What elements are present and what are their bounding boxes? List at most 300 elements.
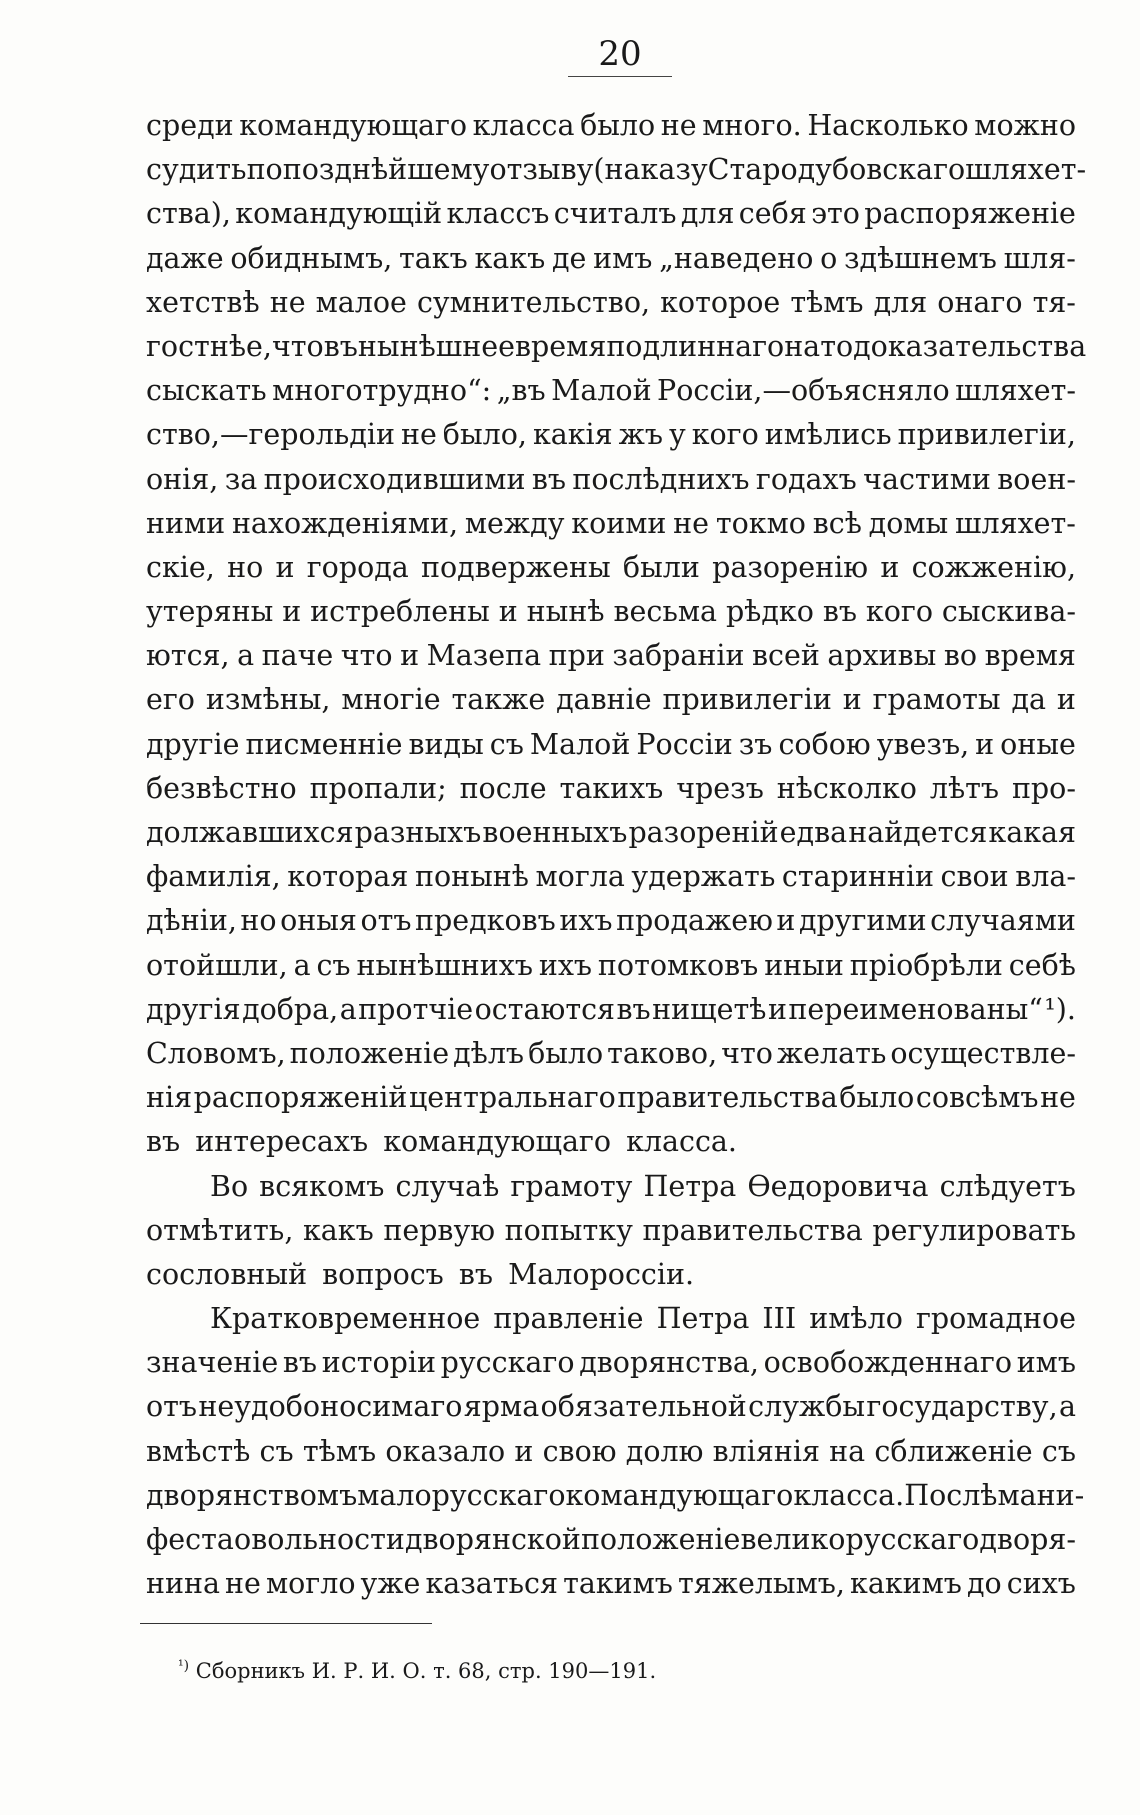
word: и bbox=[1056, 683, 1076, 717]
word: воен- bbox=[997, 462, 1076, 496]
word: командующаго bbox=[239, 109, 468, 142]
word: продажею bbox=[616, 904, 773, 938]
word: малорусскаго bbox=[357, 1478, 566, 1512]
word: всякомъ bbox=[259, 1169, 385, 1203]
word: другими bbox=[798, 904, 927, 938]
word: что bbox=[721, 1036, 773, 1070]
word: ются, bbox=[146, 639, 230, 673]
word: подвержены bbox=[421, 550, 611, 584]
word: тѣмъ bbox=[790, 285, 864, 319]
word: за bbox=[224, 462, 258, 496]
word: вольности bbox=[251, 1523, 405, 1556]
text-line bbox=[146, 811, 1076, 855]
word: Мазепа bbox=[426, 639, 542, 673]
word: про- bbox=[1011, 771, 1076, 805]
text-line bbox=[146, 1430, 1076, 1474]
text-line bbox=[146, 634, 1076, 678]
word: по bbox=[246, 153, 283, 187]
word: свои bbox=[940, 860, 1009, 894]
word: въ bbox=[616, 992, 651, 1026]
word: могло bbox=[265, 1567, 356, 1601]
text-line bbox=[146, 723, 1076, 767]
word: командующаго bbox=[565, 1478, 794, 1512]
word: нынѣ bbox=[526, 595, 605, 629]
word: было bbox=[528, 1036, 604, 1070]
word: гостнѣе, bbox=[146, 329, 272, 363]
word: исторіи bbox=[321, 1346, 436, 1380]
word: и bbox=[842, 683, 862, 717]
text-line bbox=[146, 988, 1076, 1032]
word: происходившими bbox=[263, 462, 526, 496]
word: позднѣйшему bbox=[282, 153, 490, 187]
word: должавшихся bbox=[146, 816, 354, 849]
word: центральнаго bbox=[408, 1081, 616, 1115]
word: собою bbox=[778, 727, 871, 761]
footnote-rule bbox=[140, 1623, 432, 1624]
word: привилегіи, bbox=[897, 418, 1076, 452]
word: отъ bbox=[146, 1390, 198, 1424]
word: съ bbox=[1041, 1434, 1076, 1468]
word: мани- bbox=[997, 1478, 1085, 1512]
word: всей bbox=[751, 639, 820, 673]
word: кого bbox=[865, 595, 933, 629]
word: громадное bbox=[915, 1302, 1076, 1336]
text-line bbox=[146, 1032, 1076, 1076]
text-line bbox=[146, 546, 1076, 590]
word: дворянства, bbox=[579, 1346, 759, 1380]
word: скіе, bbox=[146, 550, 215, 584]
word: могла bbox=[535, 860, 625, 894]
word: о bbox=[233, 1523, 252, 1556]
word: и bbox=[767, 992, 787, 1026]
word: дворянской bbox=[404, 1523, 581, 1556]
word: распоряженіе bbox=[864, 197, 1076, 231]
text-line bbox=[146, 1474, 1085, 1518]
word: Россіи,—объясняло bbox=[657, 374, 950, 408]
word: ства), bbox=[146, 197, 231, 231]
text-line bbox=[146, 590, 1076, 634]
text-line bbox=[146, 1209, 1076, 1253]
word: такъ bbox=[399, 241, 468, 275]
page-number-rule bbox=[568, 76, 672, 77]
word: имъ bbox=[1016, 1346, 1076, 1380]
word: здѣшнемъ bbox=[844, 241, 997, 275]
word: на bbox=[829, 1434, 866, 1468]
word: случаѣ bbox=[395, 1169, 500, 1203]
word: въ bbox=[282, 1346, 318, 1380]
word: государству, bbox=[866, 1390, 1058, 1424]
word: де bbox=[551, 241, 587, 275]
word: шляхет- bbox=[965, 153, 1087, 187]
word: другіе bbox=[146, 727, 240, 761]
word: отойшли, bbox=[146, 948, 288, 982]
word: о bbox=[820, 241, 838, 275]
word: среди bbox=[146, 109, 234, 142]
word: много. bbox=[702, 109, 802, 142]
word: то bbox=[820, 329, 854, 363]
word: тя- bbox=[1032, 285, 1076, 319]
word: сыскать bbox=[146, 374, 267, 408]
word: себя bbox=[738, 197, 807, 231]
word: для bbox=[680, 197, 735, 231]
word: добра, bbox=[242, 992, 339, 1026]
word: токмо bbox=[715, 506, 806, 540]
word: ство,—герольдіи bbox=[146, 418, 395, 452]
word: и bbox=[275, 550, 295, 584]
word: переименованы“ bbox=[788, 992, 1043, 1026]
word: сыскива- bbox=[941, 595, 1076, 629]
word: какія bbox=[532, 418, 613, 452]
word: разныхъ bbox=[354, 816, 482, 849]
word: виды bbox=[408, 727, 484, 761]
word: но bbox=[240, 904, 277, 938]
word: онія, bbox=[146, 462, 219, 496]
word: другія bbox=[146, 992, 241, 1026]
word: понынѣ bbox=[414, 860, 529, 894]
text-line: сословный вопросъ въ Малороссіи. bbox=[146, 1257, 695, 1291]
word: фамилія, bbox=[146, 860, 281, 894]
word: нахожденіями, bbox=[231, 506, 459, 540]
word: класса. bbox=[793, 1478, 905, 1512]
text-line bbox=[146, 678, 1076, 722]
word: которое bbox=[660, 285, 781, 319]
word: положеніе bbox=[289, 1036, 450, 1070]
word: Насколько bbox=[807, 109, 969, 142]
word: сумнительство, bbox=[416, 285, 651, 319]
word: вмѣстѣ bbox=[146, 1434, 251, 1468]
word: военныхъ bbox=[482, 816, 628, 849]
text-line bbox=[146, 458, 1076, 502]
word: тѣмъ bbox=[302, 1434, 377, 1468]
word: а bbox=[293, 948, 311, 982]
word: и bbox=[880, 550, 900, 584]
word: нынѣшнее bbox=[357, 329, 515, 363]
word: освобожденнаго bbox=[763, 1346, 1013, 1380]
word: ярма bbox=[463, 1390, 540, 1424]
word: съ bbox=[259, 1434, 294, 1468]
word: первую bbox=[383, 1213, 496, 1247]
word: а bbox=[339, 992, 357, 1026]
word: въ bbox=[531, 462, 567, 496]
text-line bbox=[146, 899, 1076, 943]
word: рѣдко bbox=[725, 595, 814, 629]
word: грамоту bbox=[510, 1169, 633, 1203]
word: Петра bbox=[643, 1169, 737, 1203]
word: пропали; bbox=[309, 771, 447, 805]
word: предковъ bbox=[415, 904, 556, 938]
word: кого bbox=[691, 418, 759, 452]
text-line bbox=[146, 1076, 1076, 1120]
word: Во bbox=[210, 1169, 249, 1203]
word: дѣлъ bbox=[453, 1036, 525, 1070]
word: отмѣтить, bbox=[146, 1213, 294, 1247]
word: измѣны, bbox=[205, 683, 331, 717]
word: такихъ bbox=[559, 771, 664, 805]
text-line bbox=[146, 325, 1087, 369]
word: Малой bbox=[551, 374, 652, 408]
word: значеніе bbox=[146, 1346, 279, 1380]
word: въ bbox=[822, 595, 857, 629]
text-line bbox=[146, 281, 1076, 325]
word: которая bbox=[287, 860, 409, 894]
word: было bbox=[839, 1081, 915, 1115]
word: Послѣ bbox=[904, 1478, 998, 1512]
word: шляхет- bbox=[955, 374, 1076, 408]
word: доказательства bbox=[853, 329, 1087, 363]
word: было, bbox=[442, 418, 527, 452]
word: едва bbox=[779, 816, 848, 849]
word: удержать bbox=[631, 860, 776, 894]
word: у bbox=[668, 418, 686, 452]
word: годахъ bbox=[755, 462, 857, 496]
word: при bbox=[548, 639, 605, 673]
text-line: въ интересахъ командующаго класса. bbox=[146, 1125, 737, 1159]
text-line bbox=[146, 855, 1076, 899]
word: потомковъ bbox=[597, 948, 759, 982]
word: въ bbox=[323, 329, 358, 363]
word: во bbox=[943, 639, 978, 673]
word: и bbox=[498, 595, 518, 629]
word: пріобрѣли bbox=[849, 948, 1003, 982]
text-line bbox=[146, 192, 1076, 236]
word: неудобоносимаго bbox=[198, 1390, 463, 1424]
word: частими bbox=[863, 462, 991, 496]
word: истреблены bbox=[310, 595, 490, 629]
word: имъ bbox=[593, 241, 653, 275]
text-line bbox=[146, 502, 1076, 546]
word: не bbox=[400, 418, 437, 452]
word: себѣ bbox=[1008, 948, 1076, 982]
word: оные bbox=[1000, 727, 1076, 761]
word: Ѳедоровича bbox=[747, 1169, 929, 1203]
word: сожженію, bbox=[911, 550, 1076, 584]
word: его bbox=[146, 683, 195, 717]
word: положеніе bbox=[580, 1523, 741, 1556]
word: Стародубовскаго bbox=[707, 153, 966, 187]
word: службы bbox=[748, 1390, 866, 1424]
word: правительства bbox=[642, 1213, 863, 1247]
word: дворянствомъ bbox=[146, 1478, 358, 1512]
word: время bbox=[515, 329, 607, 363]
word: а bbox=[1059, 1390, 1076, 1424]
word: отзыву bbox=[489, 153, 594, 187]
word: зъ bbox=[738, 727, 773, 761]
word: на bbox=[784, 329, 821, 363]
word: обиднымъ, bbox=[230, 241, 393, 275]
body-text bbox=[146, 104, 1087, 1606]
word: разореній bbox=[628, 816, 779, 849]
word: и bbox=[776, 904, 796, 938]
word: забраніи bbox=[612, 639, 745, 673]
word: коими bbox=[571, 506, 667, 540]
word: какъ bbox=[302, 1213, 374, 1247]
word: также bbox=[451, 683, 546, 717]
word: нищетѣ bbox=[652, 992, 767, 1026]
word: такимъ bbox=[563, 1567, 673, 1601]
word: регулировать bbox=[872, 1213, 1076, 1247]
footnote bbox=[178, 1650, 656, 1687]
word: да bbox=[1011, 683, 1046, 717]
word: протчіе bbox=[358, 992, 474, 1026]
word: правленіе bbox=[493, 1302, 644, 1336]
word: Кратковременное bbox=[210, 1302, 481, 1336]
word: что bbox=[271, 329, 324, 363]
word: Словомъ, bbox=[146, 1036, 286, 1070]
word: осуществле- bbox=[890, 1036, 1076, 1070]
word: распоряженій bbox=[193, 1081, 408, 1115]
word: после bbox=[459, 771, 547, 805]
word: дворя- bbox=[979, 1523, 1076, 1556]
text-line bbox=[146, 1385, 1076, 1429]
word: малое bbox=[315, 285, 407, 319]
word: судить bbox=[146, 153, 247, 187]
page-number: 20 bbox=[598, 34, 642, 74]
word: чрезъ bbox=[676, 771, 764, 805]
word: были bbox=[622, 550, 700, 584]
word: таково, bbox=[607, 1036, 718, 1070]
word: нынѣшнихъ bbox=[356, 948, 533, 982]
word: но bbox=[227, 550, 264, 584]
word: казаться bbox=[425, 1567, 559, 1601]
word: шля- bbox=[1003, 241, 1076, 275]
text-line bbox=[146, 767, 1076, 811]
word: дѣніи, bbox=[146, 904, 237, 938]
word: класса bbox=[472, 109, 575, 142]
word: хетствѣ bbox=[146, 285, 260, 319]
word: до bbox=[966, 1567, 1002, 1601]
footnote-marker: ¹) bbox=[178, 1658, 190, 1674]
word: города bbox=[306, 550, 409, 584]
word: съ bbox=[489, 727, 524, 761]
word: совсѣмъ bbox=[915, 1081, 1039, 1115]
word: оныя bbox=[280, 904, 357, 938]
word: нѣсколко bbox=[776, 771, 917, 805]
word: всѣ bbox=[812, 506, 862, 540]
word: правительства bbox=[617, 1081, 838, 1115]
word: домы bbox=[868, 506, 949, 540]
word: грамоты bbox=[872, 683, 1001, 717]
text-line bbox=[146, 1518, 1076, 1562]
word: ихъ bbox=[538, 948, 593, 982]
word: долю bbox=[625, 1434, 704, 1468]
word: русскаго bbox=[440, 1346, 575, 1380]
word: увезъ, bbox=[876, 727, 970, 761]
word: феста bbox=[146, 1523, 234, 1556]
word: имѣлись bbox=[764, 418, 892, 452]
word: какимъ bbox=[850, 1567, 962, 1601]
text-line bbox=[146, 413, 1076, 457]
word: имѣло bbox=[809, 1302, 903, 1336]
word: вліянія bbox=[712, 1434, 820, 1468]
word: безвѣстно bbox=[146, 771, 297, 805]
word: нина bbox=[146, 1567, 220, 1601]
word: весьма bbox=[613, 595, 718, 629]
word: желать bbox=[776, 1036, 887, 1070]
word: „наведено bbox=[659, 241, 814, 275]
word: уже bbox=[360, 1567, 421, 1601]
word: шляхет- bbox=[955, 506, 1076, 540]
word: писменніе bbox=[245, 727, 403, 761]
word: Россіи bbox=[636, 727, 733, 761]
word: было bbox=[580, 109, 656, 142]
word: а bbox=[237, 639, 255, 673]
word: можно bbox=[974, 109, 1076, 142]
word: какъ bbox=[474, 241, 546, 275]
word: привилегіи bbox=[662, 683, 832, 717]
word: отъ bbox=[360, 904, 412, 938]
word: это bbox=[811, 197, 860, 231]
word: „въ bbox=[496, 374, 546, 408]
word: не bbox=[269, 285, 306, 319]
word: архивы bbox=[827, 639, 937, 673]
word: Малой bbox=[529, 727, 631, 761]
word: не bbox=[225, 1567, 261, 1601]
word: (наказу bbox=[593, 153, 708, 187]
word: III bbox=[762, 1302, 797, 1336]
word: случаями bbox=[930, 904, 1076, 938]
word: утеряны bbox=[146, 595, 274, 629]
word: великорусскаго bbox=[740, 1523, 980, 1556]
word: и bbox=[282, 595, 302, 629]
word: классъ bbox=[446, 197, 550, 231]
footnote-text: Сборникъ И. Р. И. О. т. 68, стр. 190—191. bbox=[195, 1659, 657, 1683]
word: и bbox=[975, 727, 995, 761]
word: и bbox=[400, 639, 420, 673]
word: свою bbox=[542, 1434, 617, 1468]
word: обязательной bbox=[540, 1390, 747, 1424]
word: найдется bbox=[848, 816, 988, 849]
word: попытку bbox=[504, 1213, 633, 1247]
word: какая bbox=[988, 816, 1076, 849]
word: между bbox=[464, 506, 565, 540]
word: онаго bbox=[937, 285, 1023, 319]
word: ¹). bbox=[1044, 992, 1076, 1026]
word: лѣтъ bbox=[929, 771, 1000, 805]
word: оказало bbox=[385, 1434, 506, 1468]
word: иныи bbox=[764, 948, 844, 982]
word: что bbox=[340, 639, 393, 673]
word: подлиннаго bbox=[606, 329, 785, 363]
word: командующій bbox=[235, 197, 443, 231]
text-line bbox=[146, 944, 1076, 988]
word: многотрудно“: bbox=[272, 374, 492, 408]
word: вла- bbox=[1015, 860, 1076, 894]
word: Петра bbox=[656, 1302, 750, 1336]
word: для bbox=[873, 285, 928, 319]
word: время bbox=[984, 639, 1076, 673]
word: многіе bbox=[341, 683, 441, 717]
word: не bbox=[660, 109, 697, 142]
text-line bbox=[146, 237, 1076, 281]
word: послѣднихъ bbox=[572, 462, 750, 496]
text-line bbox=[146, 1297, 1076, 1341]
word: съ bbox=[316, 948, 351, 982]
word: давніе bbox=[556, 683, 652, 717]
word: не bbox=[1040, 1081, 1076, 1115]
word: ними bbox=[146, 506, 226, 540]
word: старинніи bbox=[781, 860, 934, 894]
word: и bbox=[514, 1434, 534, 1468]
word: даже bbox=[146, 241, 224, 275]
word: жъ bbox=[618, 418, 663, 452]
word: тяжелымъ, bbox=[677, 1567, 845, 1601]
text-line bbox=[146, 148, 1087, 192]
word: сближеніе bbox=[874, 1434, 1033, 1468]
text-line bbox=[146, 1562, 1076, 1606]
text-line bbox=[146, 1165, 1076, 1209]
text-line bbox=[146, 369, 1076, 413]
word: не bbox=[673, 506, 710, 540]
